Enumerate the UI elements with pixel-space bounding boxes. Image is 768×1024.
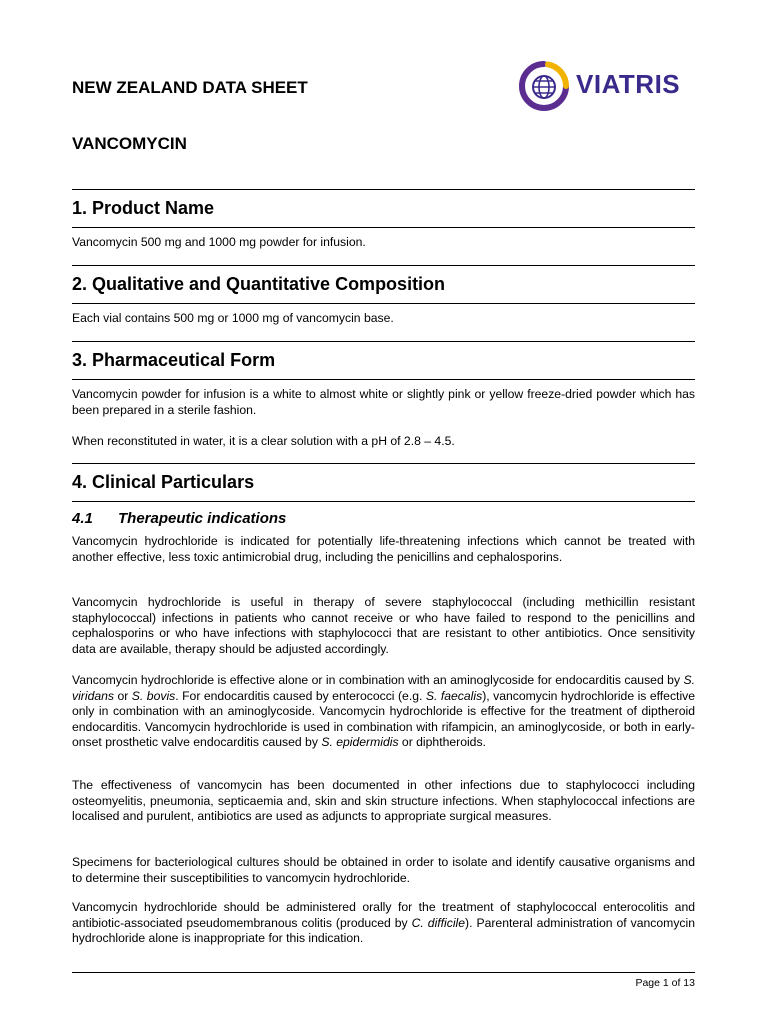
section-heading-2: 2. Qualitative and Quantitative Composition — [72, 274, 446, 294]
section-heading-1: 1. Product Name — [72, 198, 215, 218]
section-heading-4: 4. Clinical Particulars — [72, 472, 255, 492]
section-4-paragraph: Vancomycin hydrochloride is effective alone or in combination with an aminoglycoside for endocarditis caused by S. viridans or S. bovis. For endocarditis caused by enterococci (e.g. S. faecalis), vancomycin hydrochloride is effective only in combination with an aminoglycoside. Vancomycin hydrochloride is effective for the treatment of diptheroid endocarditis. Vancomycin hydrochloride is used in combination with rifampicin, an aminoglycoside, or both in early-onset prosthetic valve endocarditis caused by S. epidermidis or diphtheroids. — [72, 673, 696, 750]
viatris-logo — [518, 60, 698, 112]
organism-name: S. epidermidis — [321, 735, 399, 750]
section-4-paragraph: Specimens for bacteriological cultures should be obtained in order to isolate and identify causative organisms and to determine their susceptibilities to vancomycin hydrochloride. — [72, 855, 695, 885]
footer-divider — [72, 972, 695, 973]
section-4-paragraph: Vancomycin hydrochloride is indicated for potentially life-threatening infections which cannot be treated with another effective, less toxic antimicrobial drug, including the penicillins and cephalosporins. — [72, 534, 695, 564]
section-4-paragraph: Vancomycin hydrochloride should be administered orally for the treatment of staphylococcal enterocolitis and antibiotic-associated pseudomembranous colitis (produced by C. difficile). Parenteral administration of vancomycin hydrochloride alone is inappropriate for this indication. — [72, 900, 695, 946]
section-divider — [72, 265, 695, 266]
document-title: NEW ZEALAND DATA SHEET — [72, 78, 308, 97]
section-2-text: Each vial contains 500 mg or 1000 mg of vancomycin base. — [72, 311, 394, 325]
subsection-heading-4-1 — [72, 510, 286, 527]
organism-name: S. bovis — [131, 688, 176, 703]
subsection-number: 4.1 — [72, 510, 93, 527]
section-divider — [72, 227, 695, 228]
organism-name: S. faecalis — [425, 688, 483, 703]
page-number: Page 1 of 13 — [635, 977, 695, 989]
section-4-paragraph: Vancomycin hydrochloride is useful in therapy of severe staphylococcal (including methicillin resistant staphylococcal) infections in patients who cannot receive or who have failed to respond to the penicillins and cephalosporins or who have infections with staphylococci that are resistant to other antibiotics. Once sensitivity data are available, therapy should be adjusted accordingly. — [72, 595, 695, 656]
section-divider — [72, 341, 695, 342]
section-3-paragraph: When reconstituted in water, it is a clear solution with a pH of 2.8 – 4.5. — [72, 434, 455, 448]
drug-title: VANCOMYCIN — [72, 134, 187, 153]
section-divider — [72, 379, 695, 380]
section-heading-3: 3. Pharmaceutical Form — [72, 350, 276, 370]
section-divider — [72, 463, 695, 464]
organism-name: C. difficile — [411, 915, 466, 930]
subsection-title: Therapeutic indications — [118, 510, 287, 527]
organism-name: S. viridans — [72, 673, 695, 703]
section-3-paragraph: Vancomycin powder for infusion is a white to almost white or slightly pink or yellow freeze-dried powder which has been prepared in a sterile fashion. — [72, 387, 695, 417]
section-divider — [72, 189, 695, 190]
globe-logo-icon — [518, 60, 570, 112]
section-divider — [72, 501, 695, 502]
section-divider — [72, 303, 695, 304]
section-4-paragraph: The effectiveness of vancomycin has been documented in other infections due to staphylococci including osteomyelitis, pneumonia, septicaemia and, skin and skin structure infections. When staphylococcal infections are localised and purulent, antibiotics are used as adjuncts to appropriate surgical measures. — [72, 778, 695, 824]
section-1-text: Vancomycin 500 mg and 1000 mg powder for infusion. — [72, 235, 366, 249]
logo-wordmark: VIATRIS — [576, 69, 681, 99]
